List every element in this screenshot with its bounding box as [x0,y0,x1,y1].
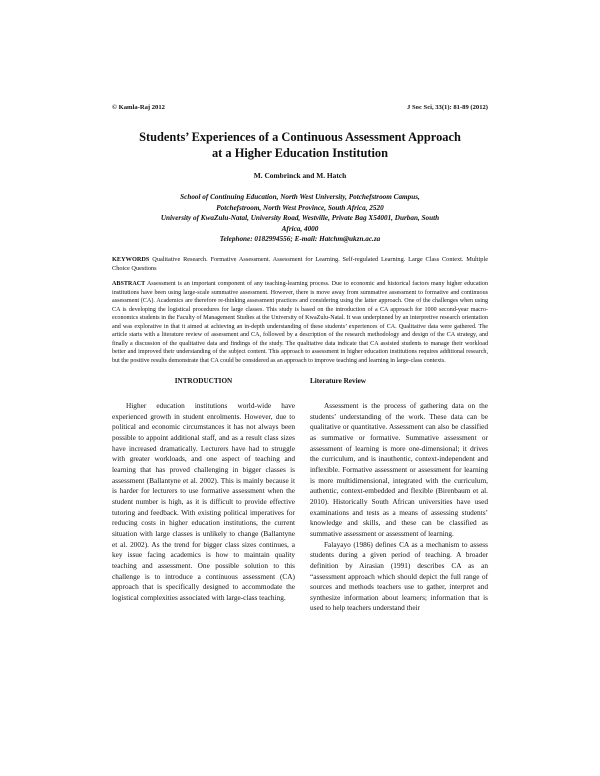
affiliation-block [112,192,488,245]
article-title [100,129,500,161]
affiliation-line: Potchefstroom, North West Province, South Africa, 2520 [216,203,384,212]
body-paragraph: Falayayo (1986) defines CA as a mechanism to assess students during a given period of teaching. A broader definition by Airasian (1991) describes CA as an “assessment approach which should depict the full range of sources and methods teachers use to gather, interpret and synthesize information about learners; information that is used to help teachers understand their [310,539,488,613]
journal-citation: J Soc Sci, 33(1): 81-89 (2012) [407,104,488,111]
contact-line: Telephone: 0182994556; E-mail: Hatchm@ukzn.ac.za [219,235,381,244]
affiliation-line: University of KwaZulu-Natal, University Road, Westville, Private Bag X54001, Durban, South [160,214,440,223]
running-header [112,104,488,111]
body-paragraph: Higher education institutions world-wide have experienced growth in student enrolments. However, due to political and economic circumstances it has not always been possible to appoint additional staff, and as a result class sizes have increased dramatically. Lecturers have had to struggle with greater workloads, and one aspect of teaching and learning that has proved challenging in bigger classes is assessment (Ballantyne et al. 2002). This is mainly because it is harder for lecturers to use formative assessment when the student number is high, as it is difficult to provide effective tutoring and feedback. With existing political imperatives for reducing costs in higher education institutions, the current situation with large classes is unlikely to change (Ballantyne et al. 2002). As the trend for bigger class sizes continues, a key issue facing academics is how to maintain quality teaching and assessment. One possible solution to this challenge is to introduce a continuous assessment (CA) approach that is specifically designed to accommodate the logistical complexities associated with large-class teaching. [112,401,295,602]
abstract-text: Assessment is an important component of any teaching-learning process. Due to economic and historical factors many higher education institutions have been using large-scale summative assessment. However, there is move away from summative assessment to formative and continuous assessment (CA). Academics are therefore re-thinking assessment practices and considering using the latter approach. One of the challenges when using CA is developing the logistical procedures for large classes. This study is based on the introduction of a CA approach for 1000 second-year macro-economics students in the Faculty of Management Studies at the University of KwaZulu-Natal. It was underpinned by an interpretive research orientation and was explorative in that it aimed at achieving an in-depth understanding of these students’ experiences of CA. Qualitative data were gathered. The article starts with a literature review of assessment and CA, followed by a description of the research methodology and design of the CA strategy, and finally a discussion of the qualitative data and findings of the study. The qualitative data indicate that CA assisted students to manage their workload better and improved their understanding of the subject content. This approach to assessment in higher education institutions requires additional research, but the positive results demonstrate that CA could be considered as an approach to improve teaching and learning in large-class contexts. [112,281,489,364]
section-heading-introduction: INTRODUCTION [174,377,233,385]
abstract-block [112,280,488,365]
affiliation-line: School of Continuing Education, North West University, Potchefstroom Campus, [180,193,420,201]
keywords-block [112,256,488,273]
affiliation-line: Africa, 4000 [281,224,319,233]
left-column [112,377,295,603]
right-column [310,377,488,614]
keywords-text: Qualitative Research. Formative Assessment. Assessment for Learning. Self-regulated Learning. Large Class Context. Multiple Choice Questions [112,256,488,272]
title-line: at a Higher Education Institution [211,146,389,160]
copyright-notice: © Kamla-Raj 2012 [112,104,165,111]
title-line: Students’ Experiences of a Continuous Assessment Approach [139,130,461,144]
author-names: M. Combrinck and M. Hatch [253,171,347,180]
body-paragraph: Assessment is the process of gathering data on the students’ understanding of the work. These data can be qualitative or quantitative. Assessment can also be classified as summative or formative. Summative assessment or assessment of learning is more one-dimensional; it drives the curriculum, and is inauthentic, context-independent and inflexible. Formative assessment or assessment for learning is more multidimensional, integrated with the curriculum, authentic, context-embedded and flexible (Birenbaum et al. 2010). Historically South African universities have used examinations and tests as a means of assessing students’ knowledge and skills, and these can be classified as summative assessment or assessment of learning. [310,401,488,538]
section-heading-literature-review: Literature Review [310,377,366,385]
keywords-label: KEYWORDS [112,256,150,263]
abstract-label: ABSTRACT [112,281,146,287]
